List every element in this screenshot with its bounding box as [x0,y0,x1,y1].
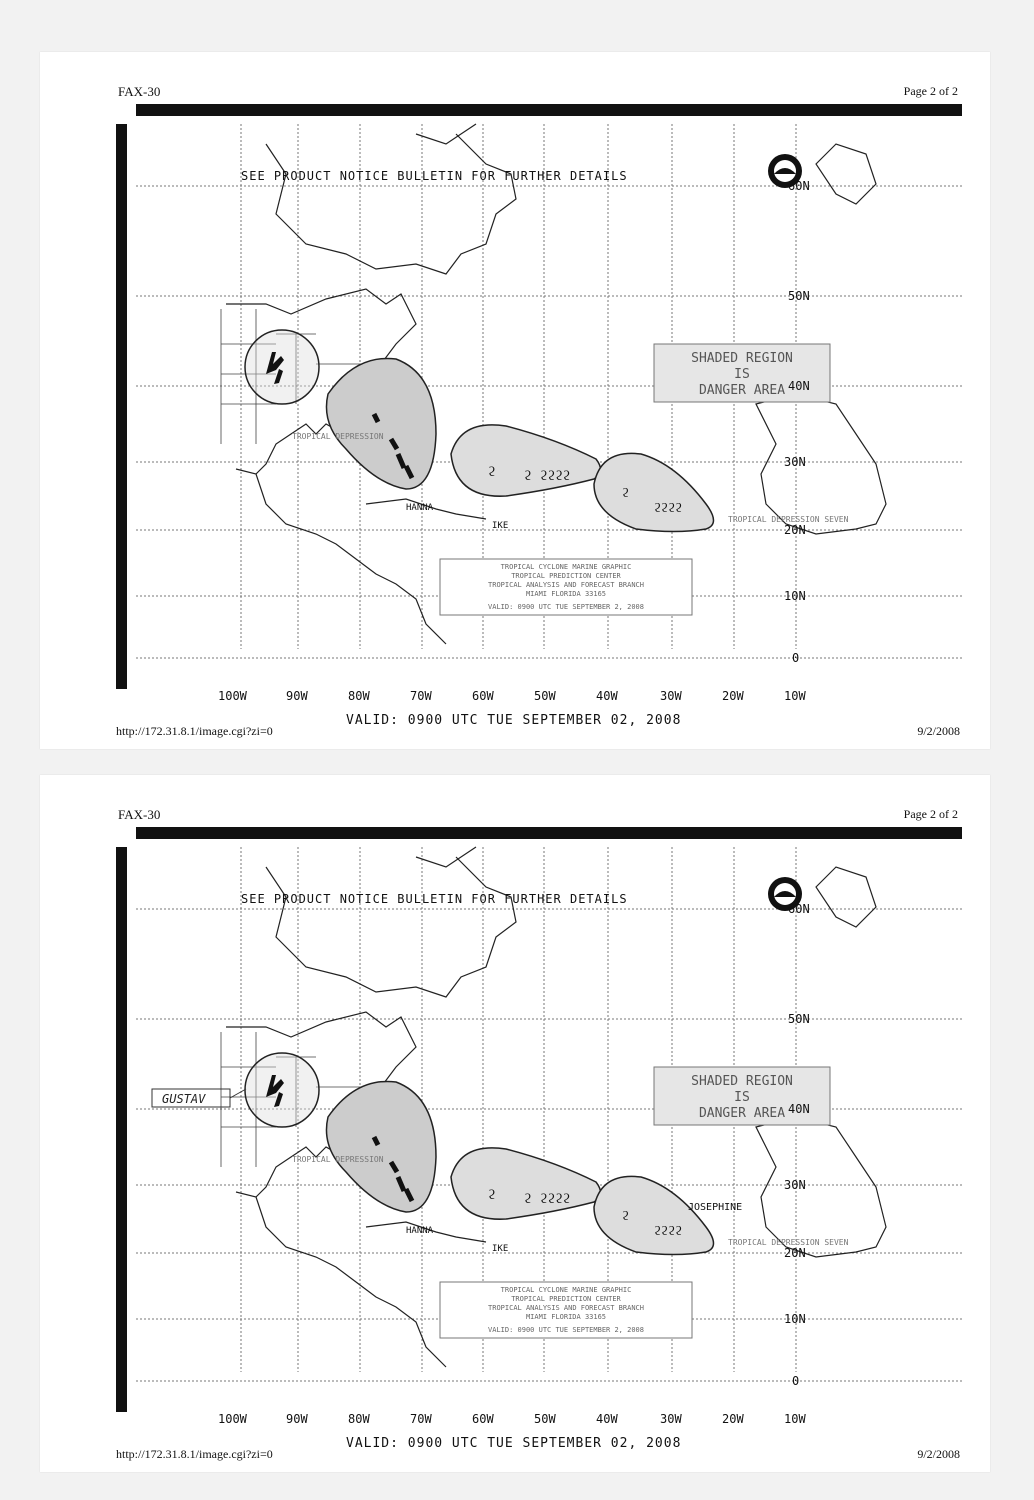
svg-text:VALID: 0900 UTC TUE SEPTEMBER: VALID: 0900 UTC TUE SEPTEMBER 2, 2008 [488,1326,644,1334]
svg-text:60N: 60N [788,902,810,916]
shaded-region-legend [654,1067,830,1125]
svg-text:MIAMI FLORIDA 33165: MIAMI FLORIDA 33165 [525,1313,607,1321]
svg-text:TROPICAL PREDICTION CENTER: TROPICAL PREDICTION CENTER [511,1295,621,1303]
valid-time: VALID: 0900 UTC TUE SEPTEMBER 02, 2008 [346,1436,682,1451]
svg-text:ϩ: ϩ [622,1209,630,1224]
svg-text:40W: 40W [596,1412,618,1426]
storm-label-hanna: HANNA [406,1226,434,1236]
svg-text:GUSTAV: GUSTAV [162,1092,206,1106]
notice-text: SEE PRODUCT NOTICE BULLETIN FOR FURTHER DETAILS [241,169,628,183]
info-box [440,559,692,615]
svg-text:DANGER AREA: DANGER AREA [698,383,786,398]
page-number: Page 2 of 2 [903,807,958,821]
svg-text:0: 0 [792,651,800,665]
svg-text:40N: 40N [788,1102,810,1116]
svg-text:90W: 90W [286,1412,308,1426]
info-box [440,1282,692,1338]
storm-label-hanna: HANNA [406,503,434,513]
svg-text:10N: 10N [784,1312,806,1326]
top-frame-bar [136,827,962,839]
svg-text:70W: 70W [410,689,432,703]
svg-text:SHADED REGION: SHADED REGION [691,351,793,366]
svg-text:TROPICAL CYCLONE MARINE GRAPHI: TROPICAL CYCLONE MARINE GRAPHIC [500,1286,632,1294]
svg-text:ϩ ϩϩϩϩ: ϩ ϩϩϩϩ [524,468,571,484]
footer-date: 9/2/2008 [917,1447,960,1461]
svg-text:10W: 10W [784,1412,806,1426]
svg-text:50W: 50W [534,1412,556,1426]
gustav-cone [245,1053,319,1127]
left-frame-bar [116,124,127,689]
svg-text:60W: 60W [472,1412,494,1426]
svg-text:VALID: 0900 UTC TUE SEPTEMBER: VALID: 0900 UTC TUE SEPTEMBER 2, 2008 [488,603,644,611]
longitude-labels [218,689,806,703]
svg-text:100W: 100W [218,1412,247,1426]
svg-text:90W: 90W [286,689,308,703]
svg-text:IS: IS [734,1090,750,1105]
svg-text:0: 0 [792,1374,800,1388]
valid-time: VALID: 0900 UTC TUE SEPTEMBER 02, 2008 [346,713,682,728]
fax-page-2 [40,775,990,1472]
fax-page-1 [40,52,990,749]
svg-text:50W: 50W [534,689,556,703]
depression-label-east: TROPICAL DEPRESSION SEVEN [728,1238,849,1247]
svg-text:20N: 20N [784,1246,806,1260]
page-header-title: FAX-30 [118,807,161,822]
page-header-title: FAX-30 [118,84,161,99]
svg-text:40N: 40N [788,379,810,393]
svg-text:20N: 20N [784,523,806,537]
svg-text:70W: 70W [410,1412,432,1426]
svg-text:ϩ: ϩ [488,464,496,480]
svg-text:50N: 50N [788,1012,810,1026]
svg-text:IS: IS [734,367,750,382]
svg-text:30W: 30W [660,1412,682,1426]
fax-map-image [116,827,962,1451]
svg-text:80W: 80W [348,1412,370,1426]
svg-text:MIAMI FLORIDA 33165: MIAMI FLORIDA 33165 [525,590,607,598]
footer-date: 9/2/2008 [917,724,960,738]
svg-text:ϩϩϩϩ: ϩϩϩϩ [654,501,683,516]
left-frame-bar [116,847,127,1412]
svg-text:10W: 10W [784,689,806,703]
svg-text:TROPICAL CYCLONE MARINE GRAPHI: TROPICAL CYCLONE MARINE GRAPHIC [500,563,632,571]
svg-text:SHADED REGION: SHADED REGION [691,1074,793,1089]
svg-text:10N: 10N [784,589,806,603]
page-number: Page 2 of 2 [903,84,958,98]
svg-text:60N: 60N [788,179,810,193]
svg-text:20W: 20W [722,1412,744,1426]
svg-text:TROPICAL ANALYSIS AND FORECAST: TROPICAL ANALYSIS AND FORECAST BRANCH [488,581,644,589]
svg-text:60W: 60W [472,689,494,703]
depression-label-east: TROPICAL DEPRESSION SEVEN [728,515,849,524]
svg-text:ϩ: ϩ [622,486,630,501]
depression-label-west: TROPICAL DEPRESSION [292,1155,384,1164]
svg-text:TROPICAL ANALYSIS AND FORECAST: TROPICAL ANALYSIS AND FORECAST BRANCH [488,1304,644,1312]
svg-text:30N: 30N [784,455,806,469]
svg-text:50N: 50N [788,289,810,303]
svg-text:100W: 100W [218,689,247,703]
gustav-cone [245,330,319,404]
notice-text: SEE PRODUCT NOTICE BULLETIN FOR FURTHER DETAILS [241,892,628,906]
svg-text:ϩϩϩϩ: ϩϩϩϩ [654,1224,683,1239]
svg-text:20W: 20W [722,689,744,703]
footer-url: http://172.31.8.1/image.cgi?zi=0 [116,724,273,738]
svg-text:ϩ ϩϩϩϩ: ϩ ϩϩϩϩ [524,1191,571,1207]
svg-text:80W: 80W [348,689,370,703]
fax-map-image [116,104,962,728]
top-frame-bar [136,104,962,116]
storm-label-josephine: JOSEPHINE [688,1202,743,1213]
svg-text:ϩ: ϩ [488,1187,496,1203]
shaded-region-legend [654,344,830,402]
svg-text:40W: 40W [596,689,618,703]
svg-text:30W: 30W [660,689,682,703]
longitude-labels [218,1412,806,1426]
svg-text:TROPICAL PREDICTION CENTER: TROPICAL PREDICTION CENTER [511,572,621,580]
storm-label-ike: IKE [492,521,509,531]
svg-text:DANGER AREA: DANGER AREA [698,1106,786,1121]
storm-label-ike: IKE [492,1244,509,1254]
depression-label-west: TROPICAL DEPRESSION [292,432,384,441]
svg-text:30N: 30N [784,1178,806,1192]
footer-url: http://172.31.8.1/image.cgi?zi=0 [116,1447,273,1461]
